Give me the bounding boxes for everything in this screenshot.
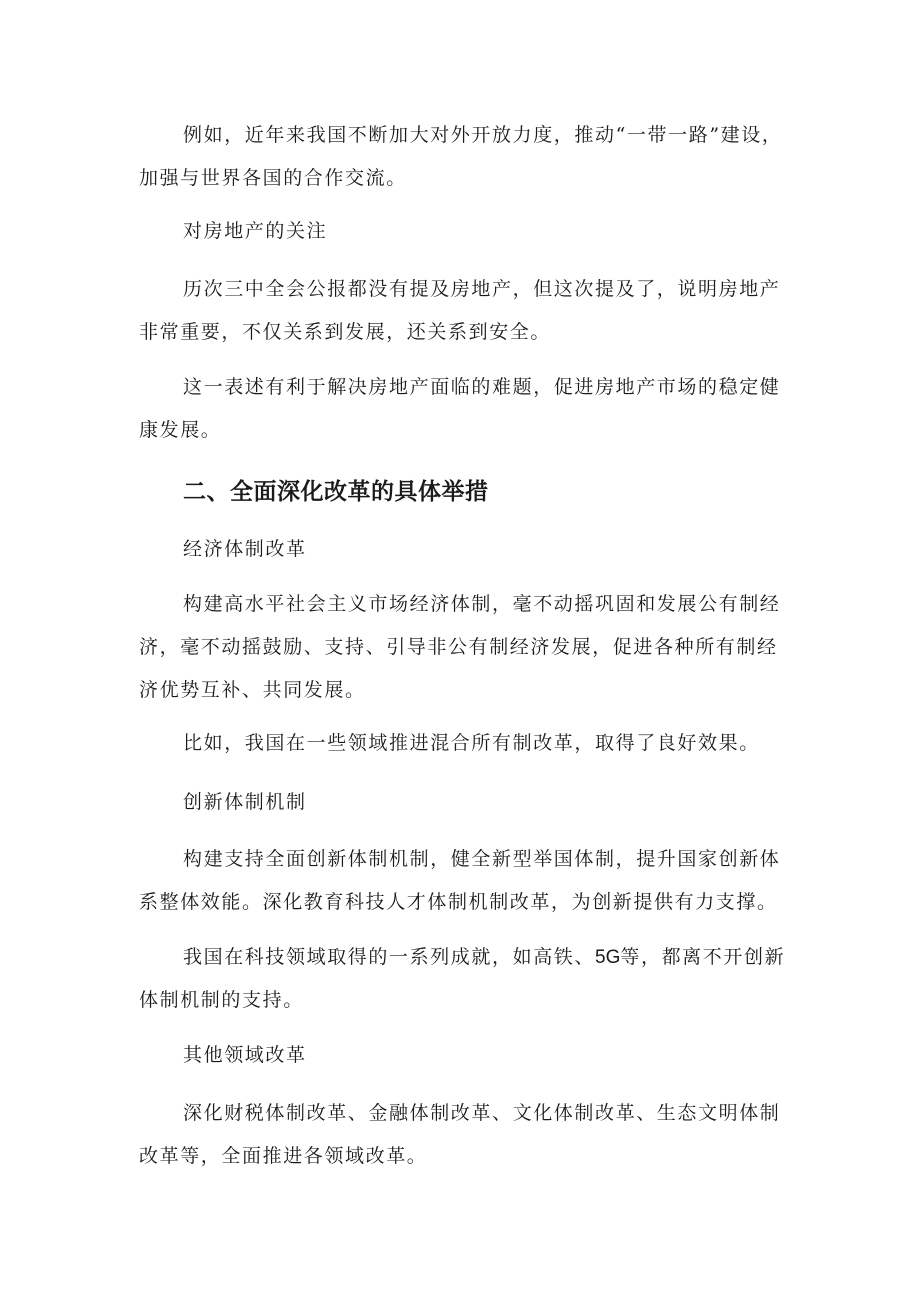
- paragraph-mixed-ownership: 比如，我国在一些领域推进混合所有制改革，取得了良好效果。: [183, 732, 760, 754]
- subheading-innovation: 创新体制机制: [183, 791, 307, 813]
- paragraph-real-estate-mention: 历次三中全会公报都没有提及房地产，但这次提及了，说明房地产非常重要，不仅关系到发展，还关系到安全。: [139, 278, 781, 343]
- paragraph-other-reforms: 深化财税体制改革、金融体制改革、文化体制改革、生态文明体制改革等，全面推进各领域改革。: [139, 1102, 781, 1167]
- subheading-real-estate: 对房地产的关注: [183, 220, 328, 242]
- paragraph-real-estate-stability: 这一表述有利于解决房地产面临的难题，促进房地产市场的稳定健康发展。: [139, 376, 781, 441]
- subheading-other-reforms: 其他领域改革: [183, 1044, 307, 1066]
- paragraph-market-economy: 构建高水平社会主义市场经济体制，毫不动摇巩固和发展公有制经济，毫不动摇鼓励、支持、引导非公有制经济发展，促进各种所有制经济优势互补、共同发展。: [139, 593, 781, 701]
- tech-text-5g: 5G: [595, 947, 621, 968]
- paragraph-innovation-system: 构建支持全面创新体制机制，健全新型举国体制，提升国家创新体系整体效能。深化教育科技人才体制机制改革，为创新提供有力支撑。: [139, 848, 781, 913]
- tech-text-after: 等，都离不开创新体制机制的支持。: [139, 946, 786, 1011]
- paragraph-tech-achievements: [139, 936, 789, 1022]
- tech-text-before: 我国在科技领域取得的一系列成就，如高铁、: [183, 946, 596, 968]
- subheading-economic-reform: 经济体制改革: [183, 538, 307, 560]
- section-heading-reform-measures: 二、全面深化改革的具体举措: [183, 479, 489, 505]
- paragraph-open-up: 例如，近年来我国不断加大对外开放力度，推动“一带一路”建设，加强与世界各国的合作交流。: [139, 124, 783, 189]
